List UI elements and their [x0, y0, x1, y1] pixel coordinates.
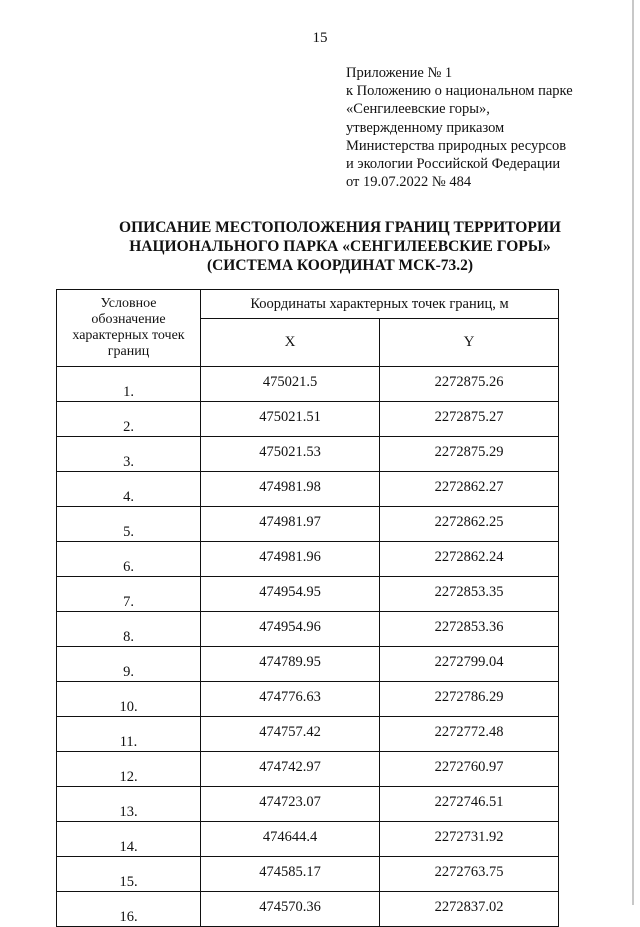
appendix-line: от 19.07.2022 № 484 [346, 174, 472, 191]
table-row [57, 787, 559, 822]
x-coordinate-cell: 474981.97 [201, 507, 380, 542]
table-row [57, 507, 559, 542]
y-coordinate-cell: 2272875.26 [380, 367, 559, 402]
appendix-line: и экологии Российской Федерации [346, 156, 561, 173]
x-coordinate-cell: 475021.5 [201, 367, 380, 402]
x-coordinate-cell: 474954.95 [201, 577, 380, 612]
coordinates-header: Координаты характерных точек границ, м [201, 290, 559, 319]
x-coordinate-cell: 474789.95 [201, 647, 380, 682]
document-title [60, 218, 620, 275]
table-row [57, 402, 559, 437]
table-row [57, 647, 559, 682]
x-coordinate-cell: 474585.17 [201, 857, 380, 892]
designation-header [57, 290, 201, 367]
y-coordinate-cell: 2272763.75 [380, 857, 559, 892]
table-row [57, 752, 559, 787]
designation-header-line: границ [107, 344, 150, 359]
x-coordinate-cell: 474981.98 [201, 472, 380, 507]
coordinates-table [56, 289, 559, 927]
appendix-note [346, 64, 626, 191]
point-number-cell: 8. [57, 612, 201, 647]
y-coordinate-cell: 2272731.92 [380, 822, 559, 857]
x-coordinate-cell: 474644.4 [201, 822, 380, 857]
title-line: НАЦИОНАЛЬНОГО ПАРКА «СЕНГИЛЕЕВСКИЕ ГОРЫ» [129, 238, 551, 255]
table-row [57, 437, 559, 472]
appendix-line: Министерства природных ресурсов [346, 137, 567, 154]
page-number: 15 [312, 30, 328, 46]
appendix-line: «Сенгилеевские горы», [346, 101, 490, 118]
table-row [57, 542, 559, 577]
table-row [57, 682, 559, 717]
point-number-cell: 1. [57, 367, 201, 402]
y-coordinate-cell: 2272837.02 [380, 892, 559, 927]
appendix-line: Приложение № 1 [346, 65, 453, 81]
y-coordinate-cell: 2272875.29 [380, 437, 559, 472]
title-line: ОПИСАНИЕ МЕСТОПОЛОЖЕНИЯ ГРАНИЦ ТЕРРИТОРИИ [119, 219, 561, 236]
y-coordinate-cell: 2272760.97 [380, 752, 559, 787]
designation-header-line: характерных точек [72, 328, 185, 343]
point-number-cell: 11. [57, 717, 201, 752]
table-row [57, 472, 559, 507]
table-row [57, 822, 559, 857]
point-number-cell: 7. [57, 577, 201, 612]
table-row [57, 577, 559, 612]
y-coordinate-cell: 2272862.25 [380, 507, 559, 542]
table-row [57, 612, 559, 647]
point-number-cell: 6. [57, 542, 201, 577]
point-number-cell: 4. [57, 472, 201, 507]
x-coordinate-cell: 475021.53 [201, 437, 380, 472]
x-coordinate-cell: 474954.96 [201, 612, 380, 647]
y-coordinate-cell: 2272853.36 [380, 612, 559, 647]
x-coordinate-cell: 474570.36 [201, 892, 380, 927]
point-number-cell: 2. [57, 402, 201, 437]
table-row [57, 857, 559, 892]
x-column-header: X [201, 319, 380, 367]
y-coordinate-cell: 2272875.27 [380, 402, 559, 437]
x-coordinate-cell: 474757.42 [201, 717, 380, 752]
point-number-cell: 15. [57, 857, 201, 892]
designation-header-line: обозначение [91, 312, 166, 327]
appendix-line: к Положению о национальном парке [346, 83, 573, 100]
point-number-cell: 13. [57, 787, 201, 822]
table-body [57, 367, 559, 927]
point-number-cell: 5. [57, 507, 201, 542]
y-coordinate-cell: 2272862.27 [380, 472, 559, 507]
y-coordinate-cell: 2272862.24 [380, 542, 559, 577]
point-number-cell: 14. [57, 822, 201, 857]
point-number-cell: 3. [57, 437, 201, 472]
y-coordinate-cell: 2272772.48 [380, 717, 559, 752]
x-coordinate-cell: 474742.97 [201, 752, 380, 787]
x-coordinate-cell: 474776.63 [201, 682, 380, 717]
title-line: (СИСТЕМА КООРДИНАТ МСК-73.2) [206, 257, 474, 274]
point-number-cell: 9. [57, 647, 201, 682]
point-number-cell: 12. [57, 752, 201, 787]
table-row [57, 717, 559, 752]
x-coordinate-cell: 474981.96 [201, 542, 380, 577]
y-column-header: Y [380, 319, 559, 367]
designation-header-line: Условное [100, 296, 157, 311]
table-row [57, 367, 559, 402]
x-coordinate-cell: 474723.07 [201, 787, 380, 822]
point-number-cell: 10. [57, 682, 201, 717]
y-coordinate-cell: 2272799.04 [380, 647, 559, 682]
y-coordinate-cell: 2272853.35 [380, 577, 559, 612]
x-coordinate-cell: 475021.51 [201, 402, 380, 437]
y-coordinate-cell: 2272786.29 [380, 682, 559, 717]
scan-edge-line [632, 0, 634, 905]
y-coordinate-cell: 2272746.51 [380, 787, 559, 822]
table-row [57, 892, 559, 927]
appendix-line: утвержденному приказом [346, 119, 505, 136]
point-number-cell: 16. [57, 892, 201, 927]
